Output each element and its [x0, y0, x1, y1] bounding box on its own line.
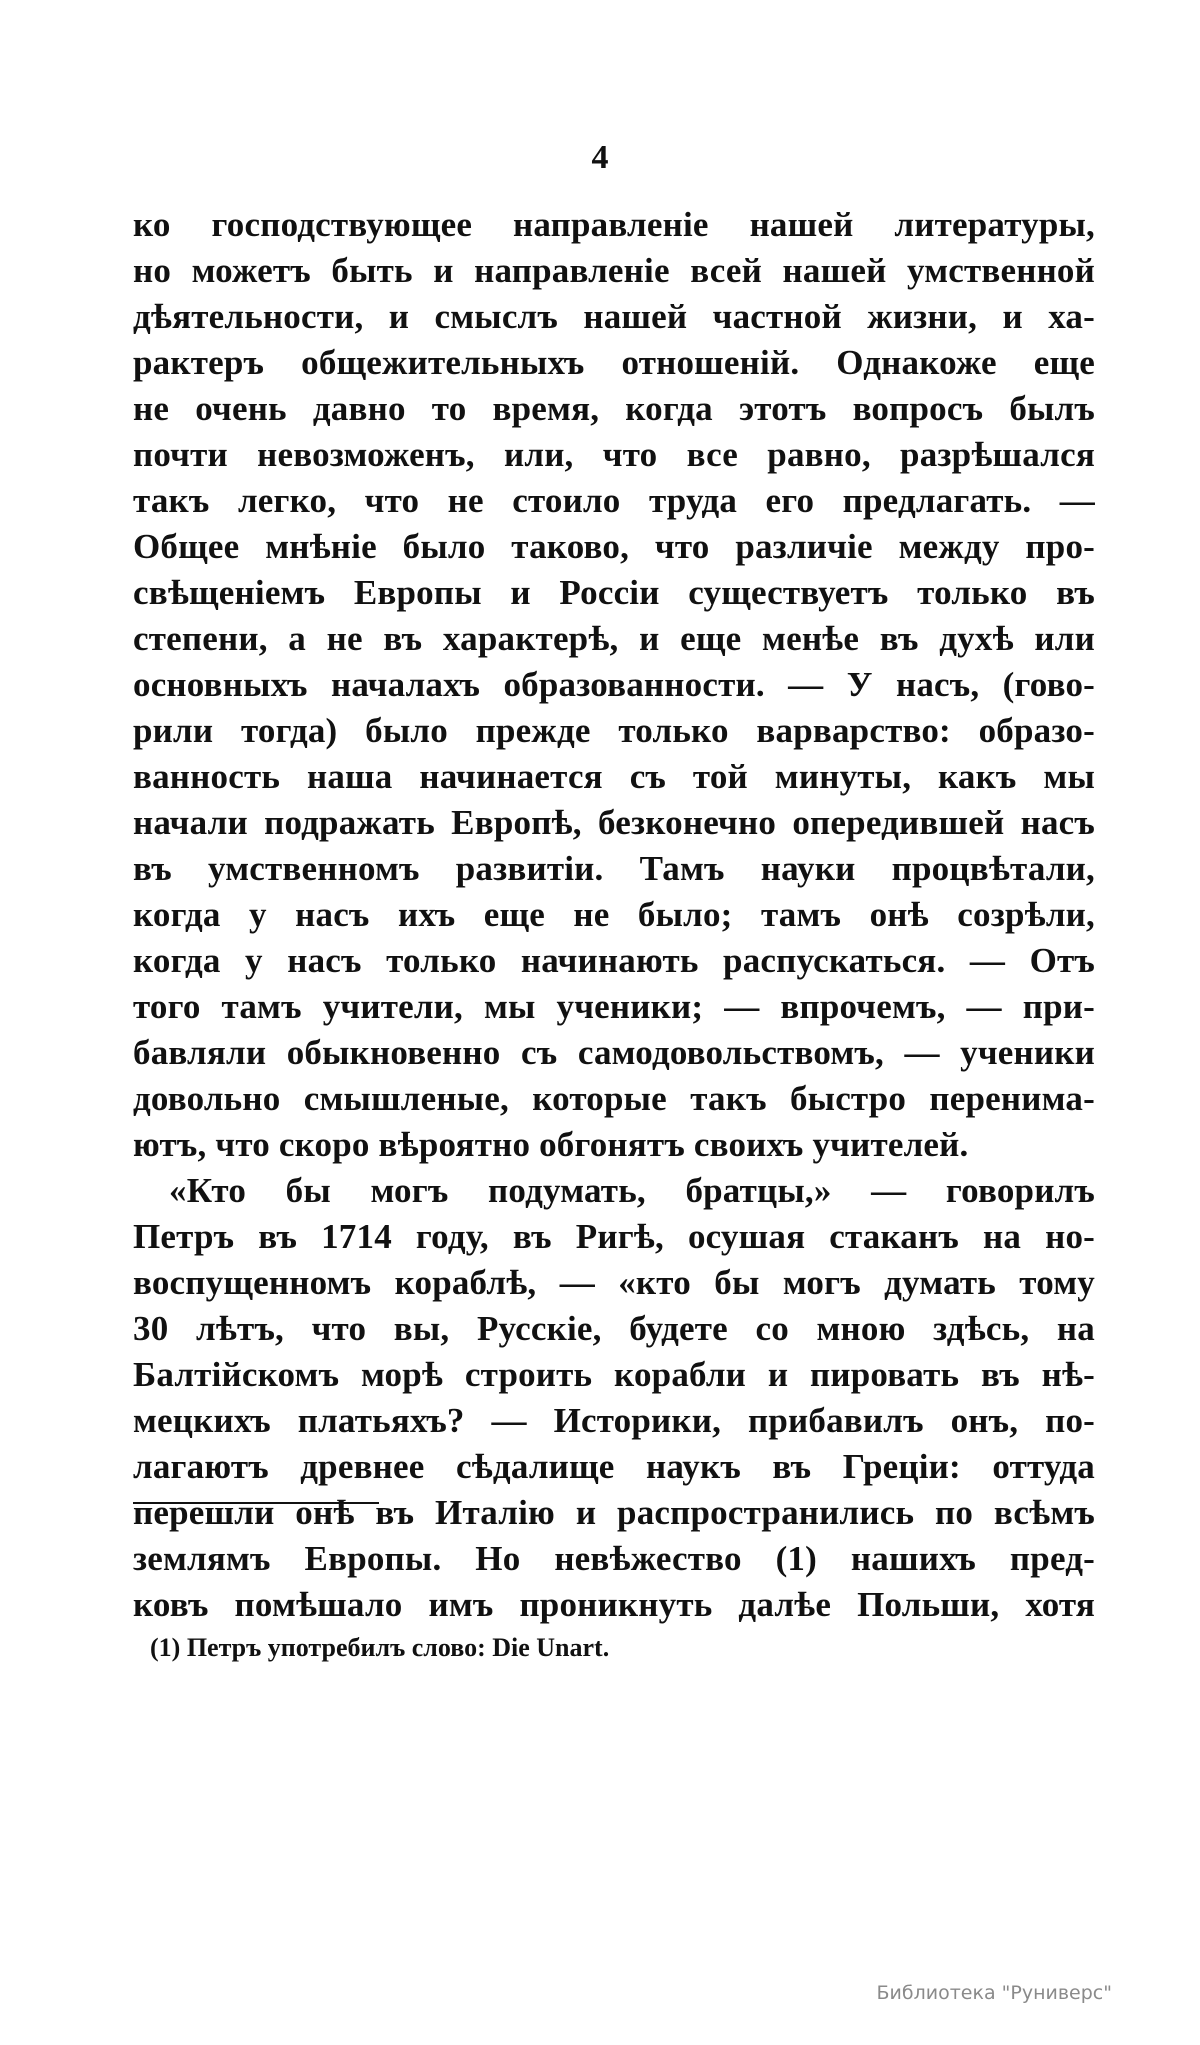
text-line: въ умственномъ развитіи. Тамъ науки процвѣтали, [133, 849, 1095, 888]
text-line: ко господствующее направленіе нашей литературы, [133, 205, 1095, 244]
text-line: степени, а не въ характерѣ, и еще менѣе въ духѣ или [133, 619, 1095, 658]
text-line: рактеръ общежительныхъ отношеній. Однакоже еще [133, 343, 1095, 382]
text-line: не очень давно то время, когда этотъ вопросъ былъ [133, 389, 1095, 428]
text-line: но можетъ быть и направленіе всей нашей умственной [133, 251, 1095, 290]
text-line: дѣятельности, и смыслъ нашей частной жизни, и ха- [133, 297, 1095, 336]
text-line: «Кто бы могъ подумать, братцы,» — говорилъ [169, 1171, 1095, 1210]
text-line: начали подражать Европѣ, безконечно опередившей насъ [133, 803, 1095, 842]
library-watermark: Библиотека "Руниверс" [876, 1982, 1112, 2004]
text-line: такъ легко, что не стоило труда его предлагать. — [133, 481, 1095, 520]
text-line: лагаютъ древнее сѣдалище наукъ въ Греціи: оттуда [133, 1447, 1095, 1486]
text-line: бавляли обыкновенно съ самодовольствомъ, — ученики [133, 1033, 1095, 1072]
footnote: (1) Петръ употребилъ слово: Die Unart. [150, 1633, 610, 1662]
text-line: Общее мнѣніе было таково, что различіе между про- [133, 527, 1095, 566]
text-line: ютъ, что скоро вѣроятно обгонятъ своихъ учителей. [133, 1125, 969, 1164]
footnote-divider [133, 1502, 379, 1504]
text-line: Петръ въ 1714 году, въ Ригѣ, осушая стаканъ на но- [133, 1217, 1095, 1256]
text-line: перешли онѣ въ Италію и распространились по всѣмъ [133, 1493, 1095, 1532]
text-line: того тамъ учители, мы ученики; — впрочемъ, — при- [133, 987, 1095, 1026]
text-line: ванность наша начинается съ той минуты, какъ мы [133, 757, 1095, 796]
body-text [133, 202, 1095, 1628]
text-line: основныхъ началахъ образованности. — У насъ, (гово- [133, 665, 1095, 704]
text-line: рили тогда) было прежде только варварство: образо- [133, 711, 1095, 750]
text-line: землямъ Европы. Но невѣжество (1) нашихъ пред- [133, 1539, 1095, 1578]
text-line: почти невозможенъ, или, что все равно, разрѣшался [133, 435, 1095, 474]
page-number: 4 [591, 139, 609, 176]
text-line: 30 лѣтъ, что вы, Русскіе, будете со мною здѣсь, на [133, 1309, 1095, 1348]
text-line: мецкихъ платьяхъ? — Историки, прибавилъ онъ, по- [133, 1401, 1095, 1440]
text-line: воспущенномъ кораблѣ, — «кто бы могъ думать тому [133, 1263, 1095, 1302]
text-line: когда у насъ только начинають распускаться. — Отъ [133, 941, 1095, 980]
text-line: ковъ помѣшало имъ проникнуть далѣе Польши, хотя [133, 1585, 1095, 1624]
text-line: Балтійскомъ морѣ строить корабли и пировать въ нѣ- [133, 1355, 1095, 1394]
text-line: когда у насъ ихъ еще не было; тамъ онѣ созрѣли, [133, 895, 1095, 934]
text-line: свѣщеніемъ Европы и Россіи существуетъ только въ [133, 573, 1095, 612]
text-line: довольно смышленые, которые такъ быстро перенима- [133, 1079, 1095, 1118]
